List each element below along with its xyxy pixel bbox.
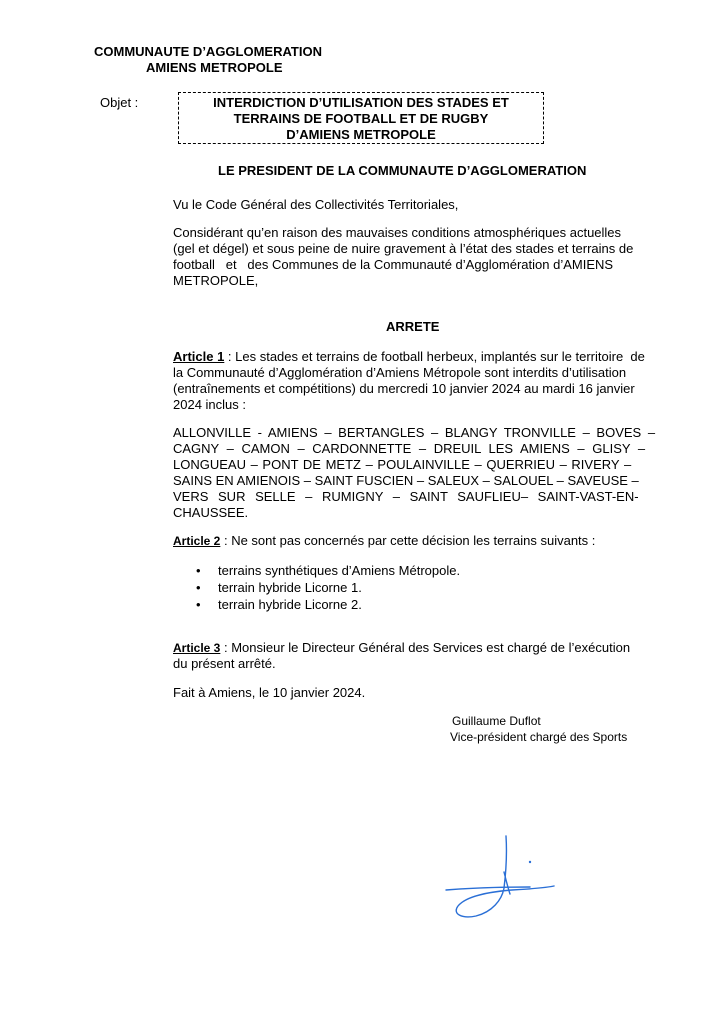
bullet-text: terrain hybride Licorne 1. xyxy=(218,580,362,595)
objet-line-3: D’AMIENS METROPOLE xyxy=(286,127,436,142)
article-1-line-4: 2024 inclus : xyxy=(173,397,246,412)
article-1-line-2: la Communauté d’Agglomération d’Amiens Métropole sont interdits d’utilisation xyxy=(173,365,627,380)
document-title: LE PRESIDENT DE LA COMMUNAUTE D’AGGLOMERATION xyxy=(218,163,587,178)
considerant-line-3: football et des Communes de la Communauté d’Agglomération d’AMIENS xyxy=(173,257,614,272)
signatory-name: Guillaume Duflot xyxy=(452,714,541,728)
org-name-line1: COMMUNAUTE D’AGGLOMERATION xyxy=(94,44,322,59)
article-3-text-first: : Monsieur le Directeur Général des Services est chargé de l’exécution xyxy=(220,640,631,655)
considerant-line-2: (gel et dégel) et sous peine de nuire gravement à l’état des stades et terrains de xyxy=(173,241,634,256)
article-2-text: : Ne sont pas concernés par cette décision les terrains suivants : xyxy=(220,533,596,548)
article-1-label: Article 1 xyxy=(173,349,225,364)
communes-line-3: LONGUEAU – PONT DE METZ – POULAINVILLE – QUERRIEU – RIVERY – xyxy=(173,457,632,472)
article-1-text-first: : Les stades et terrains de football herbeux, implantés sur le territoire de xyxy=(224,349,645,364)
communes-line-4: SAINS EN AMIENOIS – SAINT FUSCIEN – SALEUX – SALOUEL – SAVEUSE – xyxy=(173,473,639,488)
bullet-icon: • xyxy=(196,597,201,612)
considerant-paragraph xyxy=(173,225,660,289)
article-1-line-3: (entraînements et compétitions) du mercredi 10 janvier 2024 au mardi 16 janvier xyxy=(173,381,635,396)
communes-line-5: VERS SUR SELLE – RUMIGNY – SAINT SAUFLIEU– SAINT-VAST-EN- xyxy=(173,489,639,504)
communes-line-1: ALLONVILLE - AMIENS – BERTANGLES – BLANGY TRONVILLE – BOVES – xyxy=(173,425,656,440)
bullet-icon: • xyxy=(196,563,201,578)
article-2-paragraph xyxy=(173,533,595,548)
signatory-role: Vice-président chargé des Sports xyxy=(450,730,628,744)
org-name-line2: AMIENS METROPOLE xyxy=(146,60,283,75)
vu-paragraph: Vu le Code Général des Collectivités Territoriales, xyxy=(173,197,459,212)
communes-list xyxy=(173,425,660,521)
article-3-line-2: du présent arrêté. xyxy=(173,656,276,671)
bullet-text: terrains synthétiques d’Amiens Métropole. xyxy=(218,563,461,578)
bullet-icon: • xyxy=(196,580,201,595)
bullet-text: terrain hybride Licorne 2. xyxy=(218,597,362,612)
objet-line-2: TERRAINS DE FOOTBALL ET DE RUGBY xyxy=(233,111,489,126)
arrete-heading: ARRETE xyxy=(386,319,440,334)
fait-a-line: Fait à Amiens, le 10 janvier 2024. xyxy=(173,685,366,700)
article-3-paragraph xyxy=(173,640,660,672)
article-3-label: Article 3 xyxy=(173,641,221,655)
objet-label: Objet : xyxy=(100,95,139,110)
considerant-line-1: Considérant qu’en raison des mauvaises conditions atmosphériques actuelles xyxy=(173,225,622,240)
handwritten-signature xyxy=(440,832,580,924)
article-2-label: Article 2 xyxy=(173,534,221,548)
communes-line-6: CHAUSSEE. xyxy=(173,505,249,520)
considerant-line-4: METROPOLE, xyxy=(173,273,259,288)
objet-line-1: INTERDICTION D’UTILISATION DES STADES ET xyxy=(213,95,509,110)
article-1-paragraph xyxy=(173,349,660,413)
communes-line-2: CAGNY – CAMON – CARDONNETTE – DREUIL LES AMIENS – GLISY – xyxy=(173,441,646,456)
